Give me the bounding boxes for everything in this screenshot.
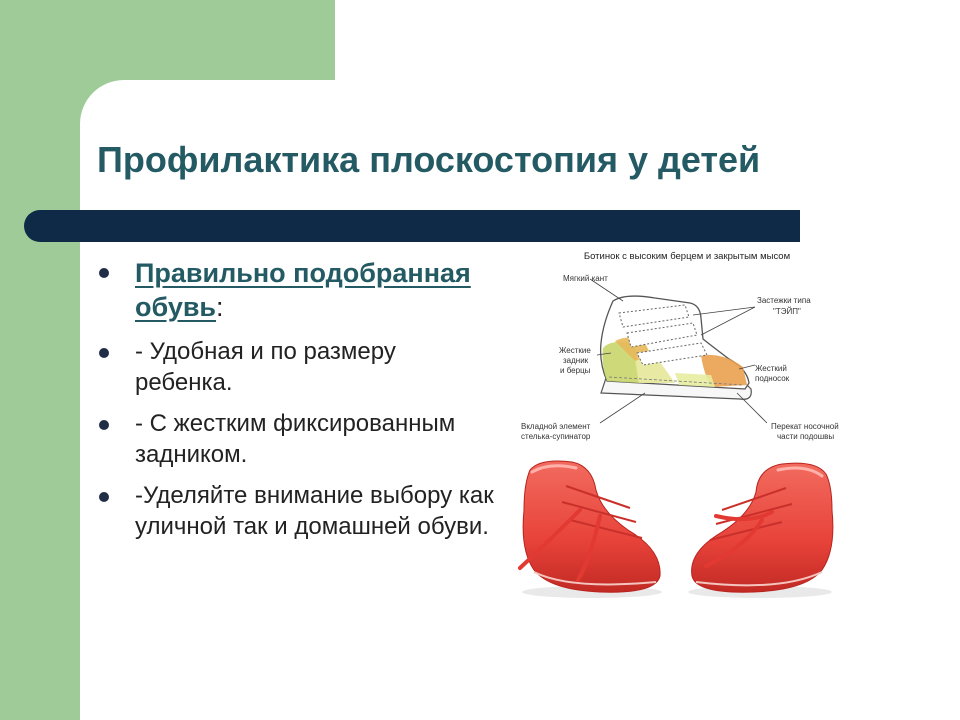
label-roll-line2: части подошвы (777, 432, 835, 441)
right-shoe (688, 463, 833, 598)
label-fastener-line2: "ТЭЙП" (773, 307, 801, 316)
bullet-list (95, 256, 495, 552)
label-insole-line1: Вкладной элемент (521, 422, 591, 431)
label-rigid-toe-line1: Жесткий (755, 364, 787, 373)
bullet-item-size (95, 336, 495, 398)
label-soft-edge: Мягкий кант (563, 274, 608, 283)
left-shoe (520, 461, 662, 598)
label-insole-line2: стелька-супинатор (521, 432, 591, 441)
bullet-lead-suffix: : (216, 292, 224, 322)
bullet-dot (99, 492, 109, 502)
shoe-diagram-icon (515, 243, 860, 443)
zone-forefoot (675, 373, 715, 387)
bullet-dot (99, 420, 109, 430)
title-underline-bar (24, 210, 800, 242)
red-shoes-photo (510, 450, 845, 600)
bullet-item-heel (95, 408, 495, 470)
label-rigid-back-line3: и берцы (560, 366, 591, 375)
diagram-title: Ботинок с высоким берцем и закрытым мысом (583, 251, 791, 262)
bullet-dot (99, 268, 109, 278)
label-rigid-toe-line2: подносок (755, 374, 790, 383)
bullet-dot (99, 348, 109, 358)
slide-title: Профилактика плоскостопия у детей (97, 139, 761, 180)
green-left-strip (0, 0, 80, 720)
bullet-text: -Уделяйте внимание выбору как уличной так и домашней обуви. (135, 482, 494, 540)
label-fastener-line1: Застежки типа (757, 296, 811, 305)
bullet-item-footwear (95, 256, 495, 324)
bullet-text: - С жестким фиксированным задником. (135, 410, 456, 468)
label-rigid-back-line1: Жесткие (559, 346, 591, 355)
label-rigid-back-line2: задник (563, 356, 589, 365)
label-roll-line1: Перекат носочной (771, 422, 839, 431)
bullet-item-attention (95, 480, 495, 542)
bullet-text: - Удобная и по размеру ребенка. (135, 338, 396, 396)
bullet-lead-text: Правильно подобранная обувь (135, 258, 471, 322)
